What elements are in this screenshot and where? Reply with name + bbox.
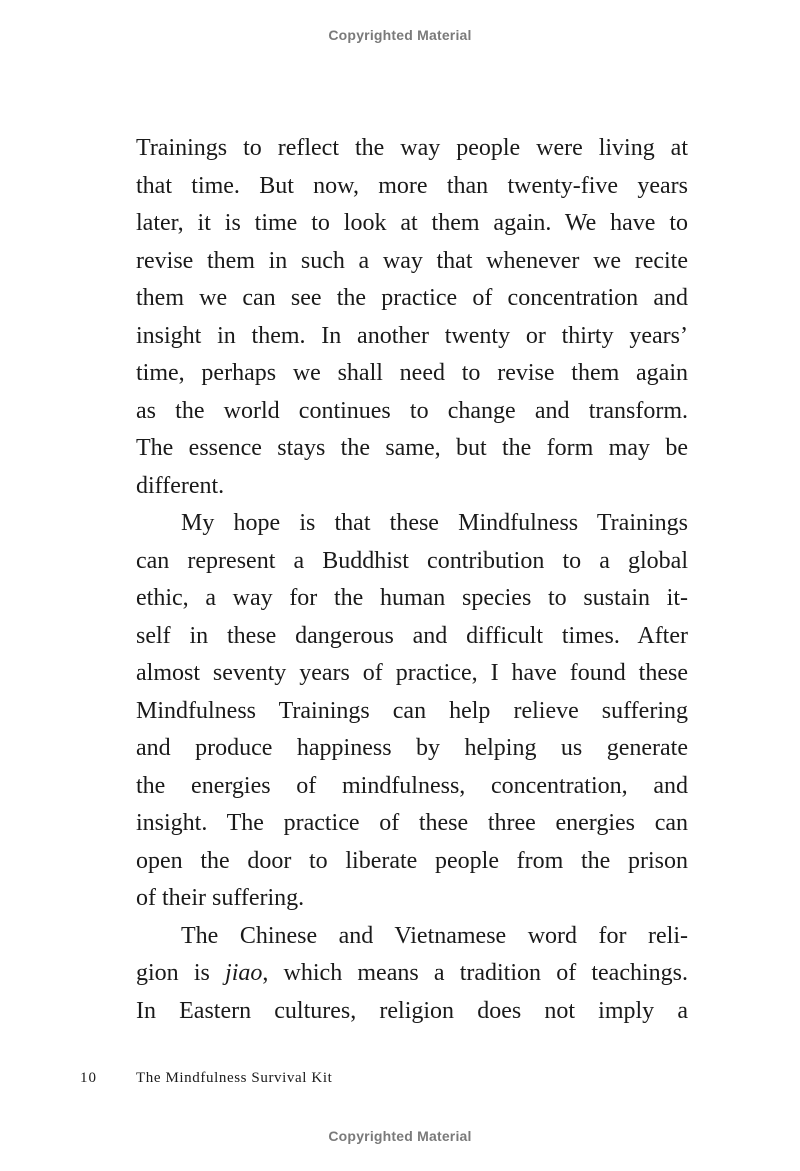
copyright-watermark-top: Copyrighted Material: [328, 27, 472, 43]
page-number: 10: [80, 1070, 97, 1086]
text-line: The Chinese and Vietnamese word for reli-: [181, 922, 688, 949]
text-segment: gion is: [136, 960, 226, 986]
text-line: revise them in such a way that whenever we recite: [136, 247, 688, 274]
text-line: insight in them. In another twenty or thirty years’: [136, 322, 688, 349]
text-line: later, it is time to look at them again. We have to: [136, 210, 688, 236]
text-segment: , which means a tradition of teachings.: [262, 960, 688, 986]
paragraph-3: [136, 918, 688, 1031]
text-line: that time. But now, more than twenty-five years: [136, 172, 688, 199]
text-line: The essence stays the same, but the form may be: [136, 435, 688, 461]
paragraph-1: [136, 130, 688, 505]
text-line: [136, 955, 688, 993]
copyright-watermark-bottom: Copyrighted Material: [328, 1128, 472, 1144]
text-line: as the world continues to change and transform.: [136, 397, 688, 424]
text-line: different.: [136, 472, 225, 499]
text-line: Trainings to reflect the way people were living at: [136, 135, 688, 161]
text-line: ethic, a way for the human species to sustain it-: [136, 585, 688, 611]
text-line: self in these dangerous and difficult times. After: [136, 622, 688, 649]
text-line: can represent a Buddhist contribution to a global: [136, 547, 688, 574]
text-line: almost seventy years of practice, I have found these: [136, 660, 688, 686]
text-line: them we can see the practice of concentration and: [136, 285, 688, 311]
text-line: of their suffering.: [136, 885, 305, 911]
italic-term: jiao: [225, 960, 263, 986]
paragraph-2: [136, 505, 688, 918]
text-line: Mindfulness Trainings can help relieve suffering: [136, 697, 688, 724]
running-title: The Mindfulness Survival Kit: [136, 1070, 333, 1086]
text-line: insight. The practice of these three energies can: [136, 810, 688, 836]
text-line: My hope is that these Mindfulness Trainings: [181, 510, 688, 536]
text-line: open the door to liberate people from the prison: [136, 847, 688, 874]
text-line: time, perhaps we shall need to revise them again: [136, 360, 688, 386]
text-line: the energies of mindfulness, concentration, and: [136, 772, 688, 799]
body-text: [136, 130, 688, 1030]
text-line: In Eastern cultures, religion does not imply a: [136, 997, 688, 1024]
text-line: and produce happiness by helping us generate: [136, 735, 688, 761]
